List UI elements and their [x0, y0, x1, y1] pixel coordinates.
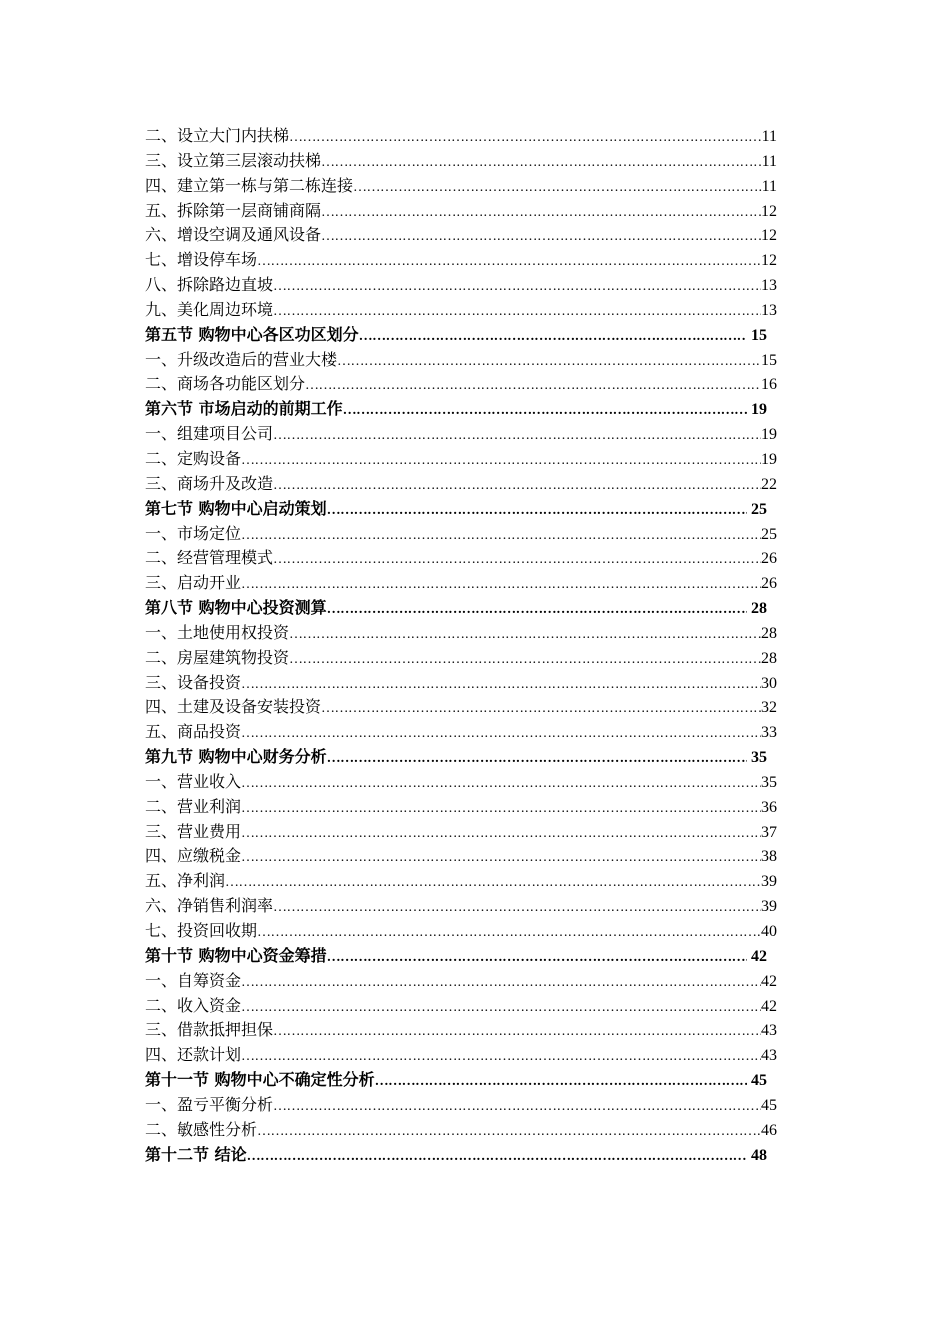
toc-page-number: 25 — [751, 500, 767, 518]
toc-page-number: 42 — [761, 972, 777, 990]
toc-page-number: 11 — [761, 128, 777, 145]
toc-item-entry[interactable] — [145, 248, 777, 273]
toc-entry-title: 五、净利润 — [145, 871, 226, 891]
toc-item-entry[interactable] — [145, 695, 777, 720]
toc-dot-leader — [327, 499, 747, 522]
toc-entry-title: 一、市场定位 — [145, 523, 242, 543]
toc-dot-leader — [273, 424, 761, 447]
toc-dot-leader — [225, 871, 761, 894]
toc-entry-title: 五、拆除第一层商铺商隔 — [145, 200, 322, 220]
toc-item-entry[interactable] — [145, 844, 777, 869]
toc-dot-leader — [321, 697, 761, 720]
toc-entry-title: 一、自筹资金 — [145, 970, 242, 990]
toc-item-entry[interactable] — [145, 298, 777, 323]
toc-entry-title: 六、净销售利润率 — [145, 896, 274, 916]
toc-entry-title: 一、盈亏平衡分析 — [145, 1094, 274, 1114]
toc-item-entry[interactable] — [145, 422, 777, 447]
toc-item-entry[interactable] — [145, 869, 777, 894]
toc-item-entry[interactable] — [145, 1118, 777, 1143]
toc-item-entry[interactable] — [145, 273, 777, 298]
toc-entry-title: 二、商场各功能区划分 — [145, 374, 306, 394]
toc-dot-leader — [359, 325, 747, 348]
toc-entry-title: 四、还款计划 — [145, 1045, 242, 1065]
toc-dot-leader — [273, 1020, 761, 1043]
toc-dot-leader — [241, 971, 761, 994]
toc-dot-leader — [273, 896, 761, 919]
toc-dot-leader — [273, 1095, 761, 1118]
toc-item-entry[interactable] — [145, 671, 777, 696]
toc-page-number: 38 — [761, 848, 777, 866]
toc-page-number: 43 — [761, 1022, 777, 1040]
toc-dot-leader — [257, 1120, 761, 1143]
toc-dot-leader — [289, 623, 761, 646]
toc-page-number: 15 — [751, 326, 767, 344]
toc-dot-leader — [241, 1045, 761, 1068]
toc-dot-leader — [241, 524, 761, 547]
toc-dot-leader — [289, 648, 761, 671]
toc-entry-title: 三、借款抵押担保 — [145, 1020, 274, 1040]
toc-section-entry[interactable] — [145, 944, 777, 969]
toc-page-number: 11 — [761, 152, 777, 170]
toc-dot-leader — [375, 1070, 747, 1093]
toc-dot-leader — [273, 474, 761, 497]
toc-dot-leader — [289, 126, 762, 149]
toc-dot-leader — [353, 176, 762, 199]
toc-page-number: 16 — [761, 376, 777, 394]
toc-section-entry[interactable] — [145, 1143, 777, 1168]
toc-entry-title: 八、拆除路边直坡 — [145, 275, 274, 295]
toc-entry-title: 七、投资回收期 — [145, 921, 258, 940]
toc-page-number: 15 — [761, 351, 777, 369]
toc-dot-leader — [327, 946, 747, 969]
toc-item-entry[interactable] — [145, 770, 777, 795]
toc-entry-title: 一、营业收入 — [145, 771, 242, 791]
toc-entry-title: 第六节 市场启动的前期工作 — [145, 399, 343, 419]
toc-dot-leader — [241, 797, 761, 820]
table-of-contents — [145, 124, 777, 1167]
toc-page-number: 42 — [751, 947, 767, 965]
toc-dot-leader — [241, 822, 761, 845]
toc-item-entry[interactable] — [145, 1093, 777, 1118]
toc-entry-title: 二、收入资金 — [145, 995, 242, 1015]
toc-item-entry[interactable] — [145, 124, 777, 149]
toc-dot-leader — [305, 374, 761, 397]
toc-dot-leader — [241, 996, 761, 1019]
toc-item-entry[interactable] — [145, 820, 777, 845]
toc-entry-title: 第九节 购物中心财务分析 — [145, 747, 327, 767]
toc-dot-leader — [247, 1145, 747, 1168]
toc-page-number: 35 — [761, 773, 777, 791]
toc-item-entry[interactable] — [145, 199, 777, 224]
toc-page-number: 40 — [761, 923, 777, 940]
toc-page-number: 36 — [761, 798, 777, 816]
toc-dot-leader — [241, 846, 761, 869]
toc-entry-title: 三、启动开业 — [145, 573, 242, 593]
toc-page-number: 48 — [751, 1146, 767, 1164]
toc-dot-leader — [337, 350, 761, 373]
toc-entry-title: 七、增设停车场 — [145, 250, 258, 270]
toc-entry-title: 二、敏感性分析 — [145, 1119, 258, 1139]
toc-page-number: 39 — [761, 898, 777, 916]
toc-dot-leader — [273, 275, 761, 298]
toc-entry-title: 四、应缴税金 — [145, 846, 242, 866]
toc-dot-leader — [241, 722, 761, 745]
toc-section-entry[interactable] — [145, 745, 777, 770]
toc-section-entry[interactable] — [145, 323, 777, 348]
toc-entry-title: 一、土地使用权投资 — [145, 622, 290, 642]
toc-item-entry[interactable] — [145, 472, 777, 497]
toc-entry-title: 二、营业利润 — [145, 796, 242, 816]
toc-item-entry[interactable] — [145, 621, 777, 646]
toc-entry-title: 三、设备投资 — [145, 672, 242, 692]
toc-item-entry[interactable] — [145, 447, 777, 472]
toc-entry-title: 第七节 购物中心启动策划 — [145, 498, 327, 518]
toc-entry-title: 第十一节 购物中心不确定性分析 — [145, 1070, 375, 1090]
toc-item-entry[interactable] — [145, 894, 777, 919]
toc-page-number: 42 — [761, 997, 777, 1015]
toc-page-number: 12 — [761, 227, 777, 245]
toc-page-number: 25 — [761, 525, 777, 543]
toc-item-entry[interactable] — [145, 546, 777, 571]
toc-entry-title: 第八节 购物中心投资测算 — [145, 598, 327, 618]
toc-page-number: 33 — [761, 724, 777, 742]
toc-page-number: 45 — [751, 1072, 767, 1090]
toc-page-number: 35 — [751, 749, 767, 767]
toc-item-entry[interactable] — [145, 795, 777, 820]
toc-entry-title: 三、设立第三层滚动扶梯 — [145, 150, 322, 170]
toc-page-number: 28 — [761, 624, 777, 642]
toc-dot-leader — [273, 300, 761, 323]
toc-dot-leader — [241, 449, 761, 472]
toc-item-entry[interactable] — [145, 174, 777, 199]
toc-item-entry[interactable] — [145, 919, 777, 944]
toc-dot-leader — [327, 747, 747, 770]
toc-entry-title: 二、房屋建筑物投资 — [145, 647, 290, 667]
toc-page-number: 12 — [761, 252, 777, 270]
toc-page-number: 46 — [761, 1121, 777, 1139]
toc-page-number: 43 — [761, 1047, 777, 1065]
toc-page-number: 26 — [761, 575, 777, 593]
toc-item-entry[interactable] — [145, 646, 777, 671]
toc-page-number: 19 — [761, 450, 777, 468]
toc-item-entry[interactable] — [145, 1018, 777, 1043]
toc-entry-title: 三、营业费用 — [145, 821, 242, 841]
toc-entry-title: 第五节 购物中心各区功区划分 — [145, 324, 359, 344]
toc-item-entry[interactable] — [145, 348, 777, 373]
toc-entry-title: 二、定购设备 — [145, 448, 242, 468]
toc-entry-title: 第十二节 结论 — [145, 1144, 247, 1164]
toc-section-entry[interactable] — [145, 497, 777, 522]
toc-section-entry[interactable] — [145, 397, 777, 422]
toc-entry-title: 九、美化周边环境 — [145, 299, 274, 319]
toc-dot-leader — [273, 548, 761, 571]
toc-page-number: 12 — [761, 202, 777, 220]
toc-entry-title: 二、设立大门内扶梯 — [145, 126, 290, 145]
toc-entry-title: 四、建立第一栋与第二栋连接 — [145, 175, 354, 195]
toc-item-entry[interactable] — [145, 994, 777, 1019]
toc-item-entry[interactable] — [145, 149, 777, 174]
toc-page-number: 37 — [761, 823, 777, 841]
toc-page-number: 32 — [761, 699, 777, 717]
toc-item-entry[interactable] — [145, 223, 777, 248]
toc-entry-title: 第十节 购物中心资金筹措 — [145, 945, 327, 965]
toc-page-number: 11 — [761, 177, 777, 195]
toc-dot-leader — [257, 921, 761, 944]
toc-dot-leader — [327, 598, 747, 621]
toc-item-entry[interactable] — [145, 372, 777, 397]
toc-entry-title: 一、升级改造后的营业大楼 — [145, 349, 338, 369]
toc-entry-title: 四、土建及设备安装投资 — [145, 697, 322, 717]
toc-page-number: 30 — [761, 674, 777, 692]
toc-page-number: 45 — [761, 1096, 777, 1114]
toc-dot-leader — [321, 151, 762, 174]
toc-dot-leader — [241, 772, 761, 795]
toc-page-number: 28 — [751, 600, 767, 618]
toc-dot-leader — [241, 573, 761, 596]
toc-page-number: 13 — [761, 301, 777, 319]
toc-entry-title: 五、商品投资 — [145, 722, 242, 742]
toc-entry-title: 三、商场升及改造 — [145, 473, 274, 493]
toc-section-entry[interactable] — [145, 1068, 777, 1093]
toc-page-number: 22 — [761, 475, 777, 493]
toc-item-entry[interactable] — [145, 522, 777, 547]
toc-entry-title: 一、组建项目公司 — [145, 424, 274, 444]
toc-page-number: 26 — [761, 550, 777, 568]
toc-dot-leader — [321, 201, 761, 224]
toc-item-entry[interactable] — [145, 720, 777, 745]
toc-page-number: 19 — [751, 401, 767, 419]
toc-item-entry[interactable] — [145, 571, 777, 596]
toc-dot-leader — [257, 250, 761, 273]
toc-page-number: 28 — [761, 649, 777, 667]
toc-section-entry[interactable] — [145, 596, 777, 621]
toc-entry-title: 六、增设空调及通风设备 — [145, 225, 322, 245]
toc-dot-leader — [321, 225, 761, 248]
toc-page-number: 39 — [761, 873, 777, 891]
toc-dot-leader — [343, 399, 747, 422]
toc-dot-leader — [241, 673, 761, 696]
toc-item-entry[interactable] — [145, 1043, 777, 1068]
toc-item-entry[interactable] — [145, 969, 777, 994]
toc-entry-title: 二、经营管理模式 — [145, 548, 274, 568]
toc-page-number: 19 — [761, 426, 777, 444]
toc-page-number: 13 — [761, 277, 777, 295]
